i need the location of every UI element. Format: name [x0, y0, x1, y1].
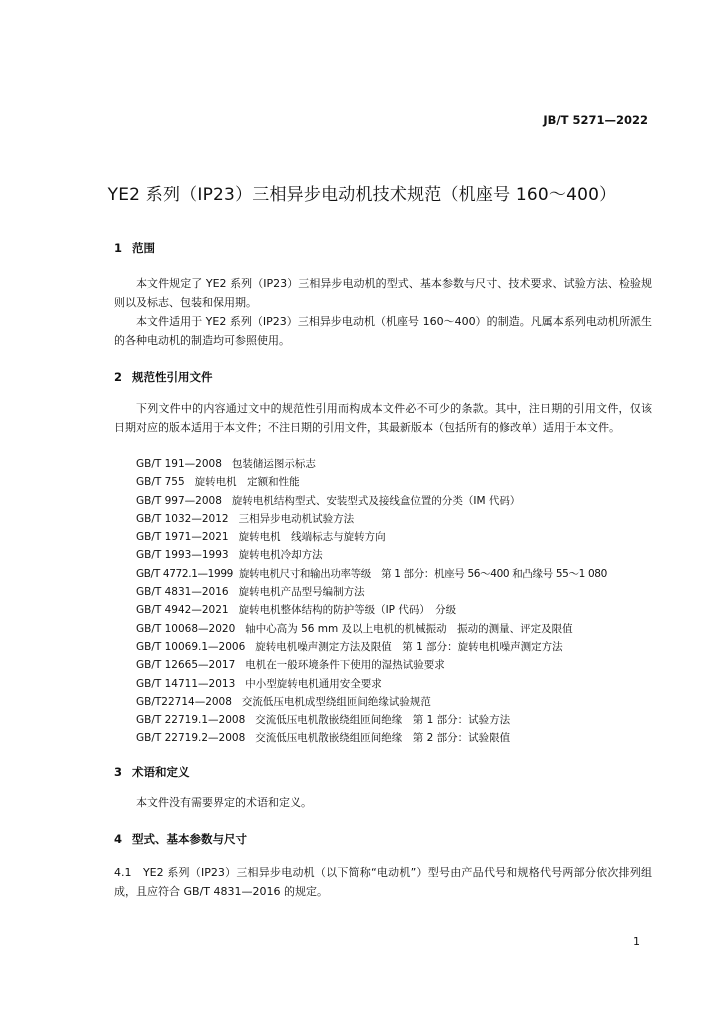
- reference-title: 电机在一般环境条件下使用的湿热试验要求: [245, 659, 445, 672]
- reference-item: [136, 656, 607, 674]
- document-title: YE2 系列（IP23）三相异步电动机技术规范（机座号 160～400）: [107, 185, 617, 205]
- reference-title: 交流低压电机成型绕组匝间绝缘试验规范: [241, 695, 431, 708]
- section-3-heading: [114, 764, 190, 780]
- reference-code: GB/T 191—2008: [136, 458, 222, 470]
- document-code: JB/T 5271—2022: [543, 113, 648, 127]
- reference-title: 包装储运图示标志: [231, 458, 316, 470]
- reference-item: [136, 528, 607, 546]
- section-number: 4: [114, 832, 123, 846]
- reference-code: GB/T 22719.2—2008: [136, 732, 246, 745]
- reference-code: GB/T22714—2008: [136, 695, 232, 708]
- reference-code: GB/T 10069.1—2006: [136, 640, 246, 653]
- reference-title: 交流低压电机散嵌绕组匝间绝缘 第 1 部分：试验方法: [255, 714, 511, 727]
- normative-references-list: [136, 455, 607, 748]
- reference-item: [136, 711, 607, 729]
- reference-title: 旋转电机 定额和性能: [194, 476, 300, 489]
- reference-code: GB/T 1032—2012: [136, 512, 229, 525]
- section-number: 2: [114, 370, 123, 384]
- reference-title: 旋转电机 线端标志与旋转方向: [238, 531, 386, 544]
- reference-title: 轴中心高为 56 mm 及以上电机的机械振动 振动的测量、评定及限值: [245, 622, 573, 635]
- reference-title: 旋转电机噪声测定方法及限值 第 1 部分：旋转电机噪声测定方法: [255, 640, 563, 653]
- section-title: 范围: [132, 241, 155, 255]
- reference-item: [136, 510, 607, 528]
- reference-code: GB/T 1971—2021: [136, 531, 229, 544]
- reference-item: [136, 546, 607, 564]
- section-number: 3: [114, 765, 123, 779]
- reference-title: 旋转电机尺寸和输出功率等级 第 1 部分：机座号 56～400 和凸缘号 55～1 080: [239, 567, 607, 580]
- reference-item: [136, 565, 607, 583]
- reference-title: 旋转电机冷却方法: [238, 549, 323, 562]
- reference-code: GB/T 22719.1—2008: [136, 714, 246, 727]
- reference-code: GB/T 4772.1—1999: [136, 567, 233, 580]
- reference-item: [136, 473, 607, 491]
- section-4-heading: [114, 831, 247, 847]
- section-1-paragraph-1: 本文件规定了 YE2 系列（IP23）三相异步电动机的型式、基本参数与尺寸、技术要求、试验方法、检验规则以及标志、包装和保用期。: [114, 277, 652, 309]
- reference-title: 三相异步电动机试验方法: [238, 512, 355, 525]
- reference-code: GB/T 12665—2017: [136, 659, 236, 672]
- section-1-paragraph-2: 本文件适用于 YE2 系列（IP23）三相异步电动机（机座号 160～400）的制造。凡属本系列电动机所派生的各种电动机的制造均可参照使用。: [114, 315, 652, 347]
- section-3-paragraph-1: 本文件没有需要界定的术语和定义。: [136, 796, 312, 809]
- reference-item: [136, 601, 607, 619]
- reference-code: GB/T 4831—2016: [136, 586, 229, 599]
- reference-code: GB/T 1993—1993: [136, 549, 229, 562]
- reference-code: GB/T 4942—2021: [136, 604, 229, 617]
- section-1-heading: [114, 240, 155, 256]
- reference-item: [136, 620, 607, 638]
- section-2-heading: [114, 369, 213, 385]
- reference-item: [136, 492, 607, 510]
- reference-item: [136, 583, 607, 601]
- reference-title: 旋转电机整体结构的防护等级（IP 代码） 分级: [238, 604, 457, 617]
- reference-code: GB/T 997—2008: [136, 494, 222, 507]
- reference-item: [136, 455, 607, 473]
- reference-code: GB/T 755: [136, 476, 185, 489]
- section-title: 型式、基本参数与尺寸: [132, 832, 247, 846]
- reference-title: 交流低压电机散嵌绕组匝间绝缘 第 2 部分：试验限值: [255, 732, 511, 745]
- reference-title: 旋转电机结构型式、安装型式及接线盒位置的分类（IM 代码）: [231, 494, 521, 507]
- reference-title: 旋转电机产品型号编制方法: [238, 586, 365, 599]
- section-2-paragraph-1: 下列文件中的内容通过文中的规范性引用而构成本文件必不可少的条款。其中，注日期的引用文件，仅该日期对应的版本适用于本文件；不注日期的引用文件，其最新版本（包括所有的修改单）适用于本文件。: [114, 402, 652, 434]
- reference-item: [136, 675, 607, 693]
- section-number: 1: [114, 241, 123, 255]
- reference-item: [136, 693, 607, 711]
- clause-4-1-paragraph: 4.1 YE2 系列（IP23）三相异步电动机（以下简称“电动机”）型号由产品代号和规格代号两部分依次排列组成，且应符合 GB/T 4831—2016 的规定。: [114, 866, 652, 898]
- reference-title: 中小型旋转电机通用安全要求: [245, 677, 382, 690]
- section-title: 术语和定义: [132, 765, 190, 779]
- reference-item: [136, 638, 607, 656]
- reference-item: [136, 729, 607, 747]
- reference-code: GB/T 14711—2013: [136, 677, 236, 690]
- reference-code: GB/T 10068—2020: [136, 622, 236, 635]
- section-title: 规范性引用文件: [132, 370, 213, 384]
- page-number: 1: [633, 935, 640, 948]
